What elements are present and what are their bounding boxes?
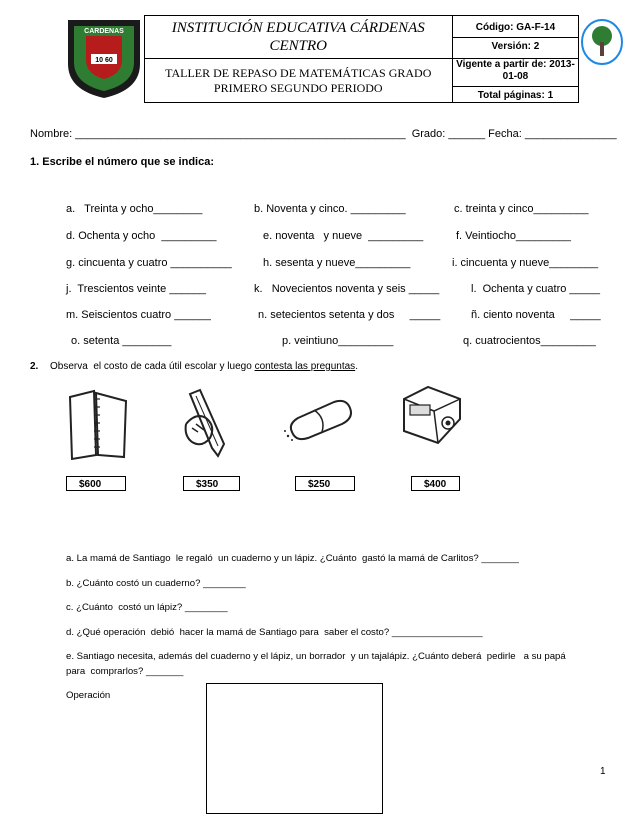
section2-intro-link: contesta las preguntas xyxy=(254,361,356,372)
price-notebook: $600 xyxy=(66,476,126,491)
question-e-line1: e. Santiago necesita, además del cuaderno y el lápiz, un borrador y un tajalápiz. ¿Cuánto deberá pedirle a su papá xyxy=(66,651,566,662)
section2-intro xyxy=(50,361,358,372)
exercise-h: h. sesenta y nueve_________ xyxy=(263,257,411,269)
exercise-b: b. Noventa y cinco. _________ xyxy=(254,203,406,215)
total-pages: Total páginas: 1 xyxy=(453,86,578,102)
document-version: Versión: 2 xyxy=(453,37,578,53)
institution-name: INSTITUCIÓN EDUCATIVA CÁRDENAS CENTRO xyxy=(171,20,425,54)
valid-from: Vigente a partir de: 2013-01-08 xyxy=(456,59,575,82)
question-e-line2: para comprarlos? _______ xyxy=(66,666,184,677)
code-cell xyxy=(452,16,578,59)
logo-number: 10 60 xyxy=(95,57,113,64)
exercise-f: f. Veintiocho_________ xyxy=(456,230,571,242)
exercise-d: d. Ochenta y ocho _________ xyxy=(66,230,217,242)
exercise-k: k. Novecientos noventa y seis _____ xyxy=(254,283,440,295)
section2-number: 2. xyxy=(30,361,39,372)
exercise-n: n. setecientos setenta y dos _____ xyxy=(258,309,441,321)
section2-intro-text: Observa el costo de cada útil escolar y luego xyxy=(50,361,255,372)
price-pencil: $350 xyxy=(183,476,240,491)
exercise-m: m. Seiscientos cuatro ______ xyxy=(66,309,211,321)
price-sharpener: $400 xyxy=(411,476,460,491)
exercise-a: a. Treinta y ocho________ xyxy=(66,203,203,215)
section1-title: 1. Escribe el número que se indica: xyxy=(30,156,215,168)
logo-text: CARDENAS xyxy=(84,28,124,35)
workshop-title: TALLER DE REPASO DE MATEMÁTICAS GRADO PRIMERO SEGUNDO PERIODO xyxy=(165,65,432,95)
question-b: b. ¿Cuánto costó un cuaderno? ________ xyxy=(66,578,246,589)
exercise-e: e. noventa y nueve _________ xyxy=(263,230,424,242)
exercise-l: l. Ochenta y cuatro _____ xyxy=(471,283,601,295)
document-code: Código: GA-F-14 xyxy=(475,21,556,33)
exercise-c: c. treinta y cinco_________ xyxy=(454,203,589,215)
page-number: 1 xyxy=(600,766,606,777)
exercise-q: q. cuatrocientos_________ xyxy=(463,335,596,347)
tree-seal-logo xyxy=(580,18,624,66)
operation-answer-box[interactable] xyxy=(206,683,383,814)
section2-intro-end: . xyxy=(355,361,358,372)
exercise-p: p. veintiuno_________ xyxy=(282,335,394,347)
exercise-g: g. cincuenta y cuatro __________ xyxy=(66,257,232,269)
operation-label: Operación xyxy=(66,690,111,701)
notebook-icon xyxy=(64,387,132,462)
exercise-i: i. cincuenta y nueve________ xyxy=(452,257,599,269)
document-header xyxy=(55,15,579,103)
pencil-icon xyxy=(182,388,234,458)
price-eraser: $250 xyxy=(295,476,355,491)
validity-cell xyxy=(452,59,578,103)
workshop-cell xyxy=(144,59,452,103)
question-c: c. ¿Cuánto costó un lápiz? ________ xyxy=(66,602,228,613)
exercise-o: o. setenta ________ xyxy=(71,335,172,347)
sharpener-icon xyxy=(398,383,464,447)
institution-cell xyxy=(144,16,452,59)
exercise-n-tilde: ñ. ciento noventa _____ xyxy=(471,309,601,321)
question-a: a. La mamá de Santiago le regaló un cuaderno y un lápiz. ¿Cuánto gastó la mamá de Carlitos? _______ xyxy=(66,553,519,564)
exercise-j: j. Trescientos veinte ______ xyxy=(66,283,207,295)
question-d: d. ¿Qué operación debió hacer la mamá de Santiago para saber el costo? _________________ xyxy=(66,627,483,638)
student-info-line: Nombre: ______________________________________________________ Grado: ______ Fecha: _______________ xyxy=(30,128,617,140)
eraser-icon xyxy=(284,396,356,442)
